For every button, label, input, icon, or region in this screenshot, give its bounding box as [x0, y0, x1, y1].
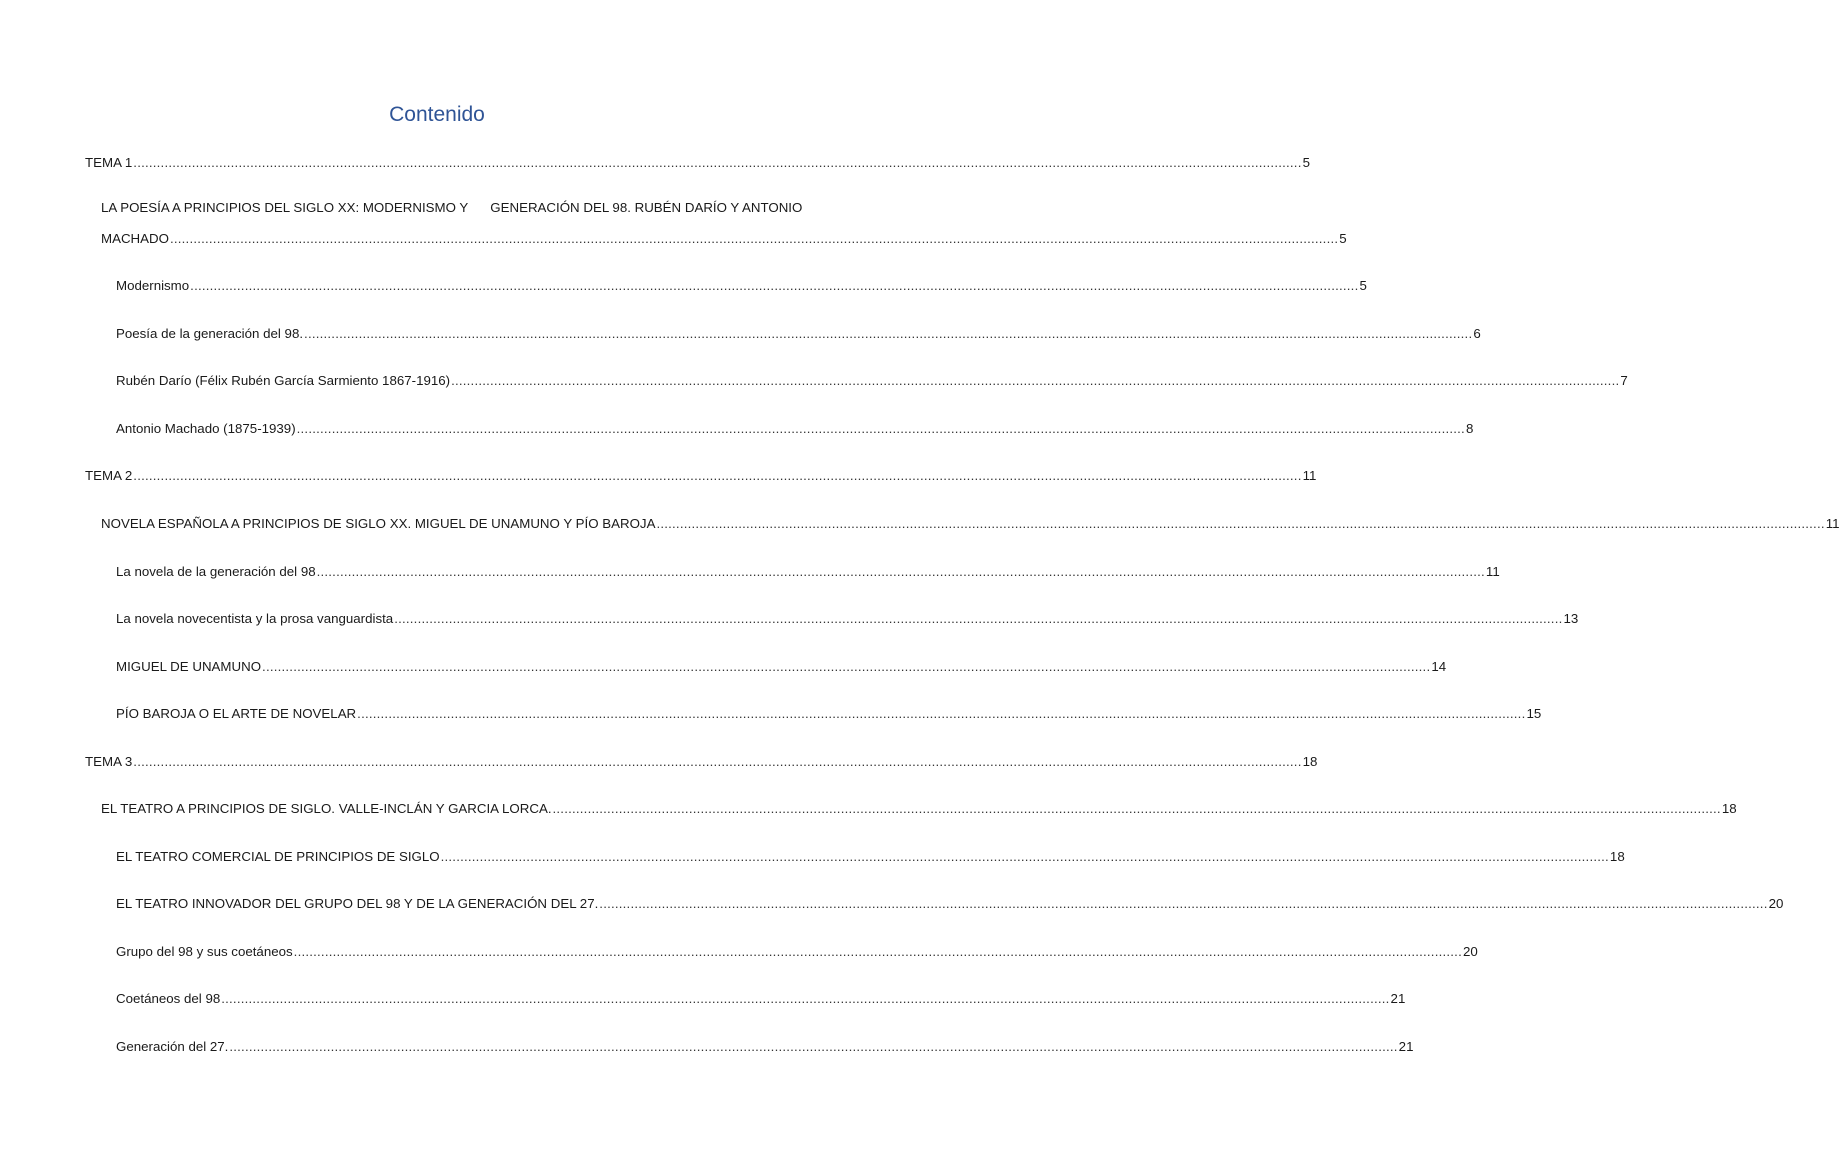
toc-entry-label-part1: LA POESÍA A PRINCIPIOS DEL SIGLO XX: MODERNISMO Y: [101, 200, 469, 215]
toc-entry-label: Rubén Darío (Félix Rubén García Sarmiento 1867-1916): [116, 373, 451, 388]
toc-leader-dots: ............................................................................................................................................................................................................................................................................................................: [656, 516, 1825, 531]
toc-leader-dots: ............................................................................................................................................................................................................................................................................................................: [133, 155, 1302, 170]
toc-entry-label: La novela de la generación del 98: [116, 564, 316, 579]
toc-entry-ruben-dario[interactable]: [116, 370, 1628, 390]
toc-entry-antonio-machado[interactable]: [116, 418, 1474, 438]
toc-page-number: 21: [1390, 991, 1406, 1006]
toc-entry-novela-98[interactable]: [116, 561, 1500, 581]
toc-entry-grupo-98[interactable]: [116, 941, 1478, 961]
toc-entry-coetaneos-98[interactable]: [116, 988, 1406, 1008]
toc-entry-tema-2[interactable]: [85, 465, 1317, 485]
toc-leader-dots: ............................................................................................................................................................................................................................................................................................................: [552, 801, 1721, 816]
toc-leader-dots: ............................................................................................................................................................................................................................................................................................................: [262, 659, 1431, 674]
toc-leader-dots: ............................................................................................................................................................................................................................................................................................................: [133, 468, 1302, 483]
toc-entry-label: TEMA 3: [85, 754, 133, 769]
toc-entry-label: Generación del 27.: [116, 1039, 229, 1054]
toc-entry-wrapped-line[interactable]: [101, 199, 802, 217]
toc-entry-teatro[interactable]: [101, 798, 1737, 818]
toc-page-number: 8: [1465, 421, 1474, 436]
toc-leader-dots: ............................................................................................................................................................................................................................................................................................................: [190, 278, 1359, 293]
toc-entry-label: MIGUEL DE UNAMUNO: [116, 659, 262, 674]
toc-leader-dots: ............................................................................................................................................................................................................................................................................................................: [316, 564, 1485, 579]
toc-entry-poesia[interactable]: [101, 228, 1347, 248]
toc-leader-dots: ............................................................................................................................................................................................................................................................................................................: [304, 326, 1473, 341]
toc-page-number: 6: [1473, 326, 1481, 341]
toc-page-number: 13: [1563, 611, 1579, 626]
toc-entry-label: Grupo del 98 y sus coetáneos: [116, 944, 293, 959]
toc-entry-poesia-98[interactable]: [116, 323, 1481, 343]
toc-entry-novela-espanola[interactable]: [101, 513, 1840, 533]
toc-entry-label: La novela novecentista y la prosa vanguardista: [116, 611, 394, 626]
toc-entry-label: Coetáneos del 98: [116, 991, 221, 1006]
toc-page-number: 15: [1526, 706, 1542, 721]
toc-page-number: 18: [1302, 754, 1318, 769]
toc-page-number: 5: [1359, 278, 1367, 293]
toc-title: Contenido: [389, 103, 485, 126]
toc-entry-tema-1[interactable]: [85, 152, 1310, 172]
toc-entry-label: Poesía de la generación del 98.: [116, 326, 304, 341]
toc-entry-label: Modernismo: [116, 278, 190, 293]
toc-entry-baroja[interactable]: [116, 703, 1542, 723]
toc-page-number: 5: [1339, 231, 1347, 246]
toc-leader-dots: ............................................................................................................................................................................................................................................................................................................: [357, 706, 1526, 721]
toc-entry-label: EL TEATRO A PRINCIPIOS DE SIGLO. VALLE-INCLÁN Y GARCIA LORCA.: [101, 801, 552, 816]
toc-entry-label: TEMA 1: [85, 155, 133, 170]
toc-entry-teatro-comercial[interactable]: [116, 846, 1625, 866]
toc-page-number: 5: [1302, 155, 1310, 170]
toc-leader-dots: ............................................................................................................................................................................................................................................................................................................: [293, 944, 1462, 959]
toc-leader-dots: ............................................................................................................................................................................................................................................................................................................: [133, 754, 1302, 769]
toc-entry-label: PÍO BAROJA O EL ARTE DE NOVELAR: [116, 706, 357, 721]
toc-entry-label: NOVELA ESPAÑOLA A PRINCIPIOS DE SIGLO XX. MIGUEL DE UNAMUNO Y PÍO BAROJA: [101, 516, 656, 531]
toc-page-number: 11: [1825, 516, 1840, 531]
toc-leader-dots: ............................................................................................................................................................................................................................................................................................................: [440, 849, 1609, 864]
toc-page-number: 7: [1620, 373, 1628, 388]
toc-leader-dots: ............................................................................................................................................................................................................................................................................................................: [296, 421, 1465, 436]
toc-entry-label: TEMA 2: [85, 468, 133, 483]
toc-entry-label-part2: GENERACIÓN DEL 98. RUBÉN DARÍO Y ANTONIO: [490, 200, 803, 215]
toc-leader-dots: ............................................................................................................................................................................................................................................................................................................: [394, 611, 1563, 626]
toc-leader-dots: ............................................................................................................................................................................................................................................................................................................: [451, 373, 1620, 388]
toc-entry-novela-novecentista[interactable]: [116, 608, 1579, 628]
toc-entry-label: Antonio Machado (1875-1939): [116, 421, 296, 436]
toc-page-number: 18: [1721, 801, 1737, 816]
toc-page-number: 20: [1462, 944, 1478, 959]
toc-page-number: 18: [1609, 849, 1625, 864]
toc-leader-dots: ............................................................................................................................................................................................................................................................................................................: [229, 1039, 1398, 1054]
toc-entry-label: EL TEATRO COMERCIAL DE PRINCIPIOS DE SIGLO: [116, 849, 440, 864]
toc-page-number: 11: [1302, 468, 1317, 483]
toc-entry-generacion-27[interactable]: [116, 1036, 1414, 1056]
toc-entry-modernismo[interactable]: [116, 275, 1367, 295]
toc-page-number: 11: [1485, 564, 1500, 579]
toc-page-number: 21: [1398, 1039, 1414, 1054]
toc-entry-unamuno[interactable]: [116, 656, 1447, 676]
toc-entry-teatro-innovador[interactable]: [116, 893, 1784, 913]
toc-entry-label: MACHADO: [101, 231, 169, 246]
toc-entry-label: EL TEATRO INNOVADOR DEL GRUPO DEL 98 Y DE LA GENERACIÓN DEL 27.: [116, 896, 599, 911]
toc-leader-dots: ............................................................................................................................................................................................................................................................................................................: [169, 231, 1339, 246]
toc-leader-dots: ............................................................................................................................................................................................................................................................................................................: [221, 991, 1390, 1006]
toc-page-number: 14: [1431, 659, 1447, 674]
toc-page-number: 20: [1768, 896, 1784, 911]
toc-entry-tema-3[interactable]: [85, 751, 1318, 771]
toc-leader-dots: ............................................................................................................................................................................................................................................................................................................: [599, 896, 1768, 911]
